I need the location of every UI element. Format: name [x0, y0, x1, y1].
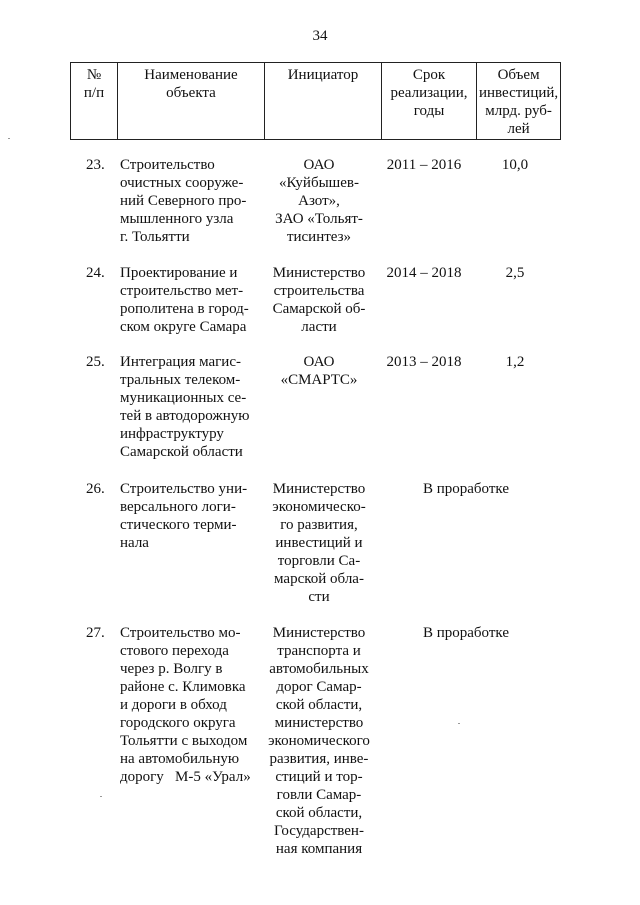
scan-speck [458, 723, 460, 724]
object-name: Проектирование и строительство мет- рополитена в город- ском округе Самара [120, 265, 249, 335]
investment-volume: 1,2 [505, 354, 525, 370]
object-name: Строительство уни- версального логи- стического терми- нала [120, 481, 248, 551]
object-name: Интеграция магис- тральных телеком- муникационных се- тей в автодорожную инфраструктуру Самарской области [120, 354, 250, 460]
header-name: Наименование объекта [118, 63, 265, 140]
initiator: ОАО «Куйбышев- Азот», ЗАО «Тольят- тисинтез» [275, 157, 363, 245]
header-volume: Объем инвестиций, млрд. руб- лей [477, 63, 561, 140]
object-name: Строительство очистных сооруже- ний Северного про- мышленного узла г. Тольятти [120, 157, 247, 245]
scan-speck [100, 796, 102, 797]
row-number: 25. [86, 354, 105, 370]
row-number: 23. [86, 157, 105, 173]
initiator: Министерство строительства Самарской об- ласти [272, 265, 366, 335]
header-initiator: Инициатор [265, 63, 382, 140]
header-term: Срок реализации, годы [382, 63, 477, 140]
status-text: В проработке [422, 625, 509, 641]
term-years: 2013 – 2018 [386, 354, 462, 370]
initiator: Министерство транспорта и автомобильных дорог Самар- ской области, министерство экономического развития, инве- стиций и тор- говли Самар- ской области, Государствен- ная компания [268, 625, 370, 857]
status-text: В проработке [422, 481, 509, 497]
header-num: № п/п [71, 63, 118, 140]
table-header [70, 62, 561, 140]
page-number: 34 [312, 28, 328, 44]
object-name: Строительство мо- стового перехода через р. Волгу в районе с. Климовка и дороги в обход городского округа Тольятти с выходом на автомобильную дорогу М-5 «Урал» [120, 625, 251, 785]
scan-speck [8, 138, 10, 139]
initiator: Министерство экономическо- го развития, инвестиций и торговли Са- марской обла- сти [272, 481, 366, 605]
initiator: ОАО «СМАРТС» [280, 354, 358, 388]
investment-volume: 2,5 [505, 265, 525, 281]
row-number: 27. [86, 625, 105, 641]
term-years: 2011 – 2016 [386, 157, 462, 173]
term-years: 2014 – 2018 [386, 265, 462, 281]
row-number: 24. [86, 265, 105, 281]
row-number: 26. [86, 481, 105, 497]
investment-volume: 10,0 [501, 157, 529, 173]
